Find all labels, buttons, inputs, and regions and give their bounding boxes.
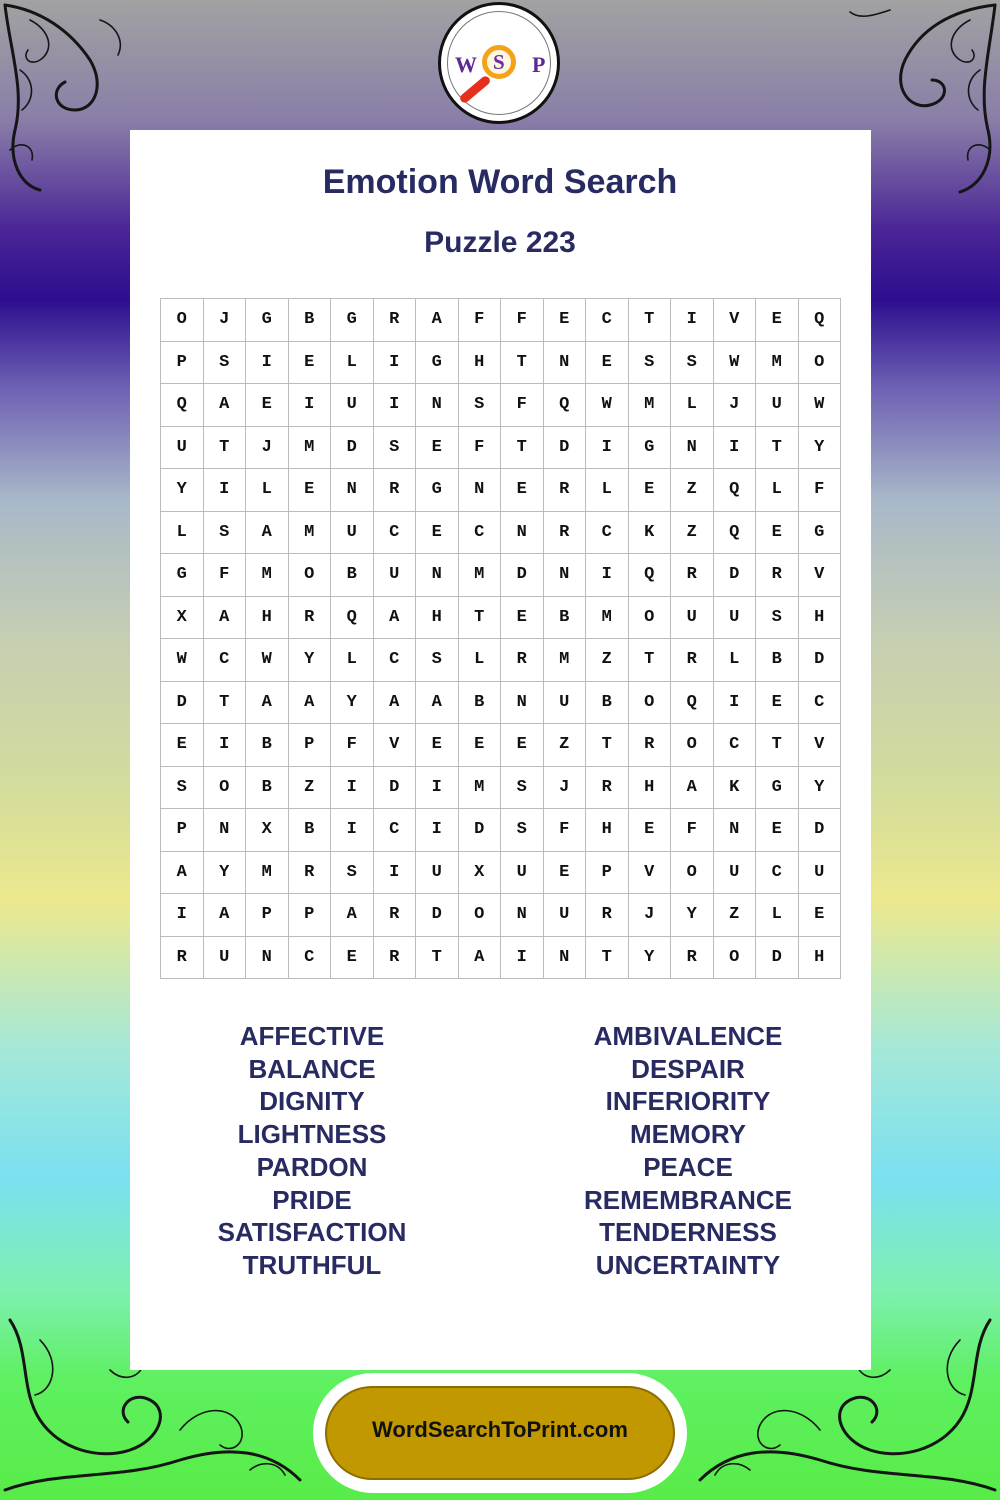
grid-cell[interactable]: Q: [714, 512, 757, 555]
grid-cell[interactable]: S: [756, 597, 799, 640]
grid-cell[interactable]: R: [374, 469, 417, 512]
grid-cell[interactable]: V: [629, 852, 672, 895]
grid-cell[interactable]: U: [331, 384, 374, 427]
grid-cell[interactable]: F: [459, 427, 502, 470]
grid-cell[interactable]: E: [629, 469, 672, 512]
grid-cell[interactable]: A: [374, 682, 417, 725]
grid-cell[interactable]: V: [714, 299, 757, 342]
grid-cell[interactable]: A: [161, 852, 204, 895]
grid-cell[interactable]: N: [671, 427, 714, 470]
puzzle-number: Puzzle 223: [424, 226, 576, 259]
grid-cell[interactable]: P: [246, 894, 289, 937]
grid-cell[interactable]: O: [204, 767, 247, 810]
grid-cell[interactable]: Y: [204, 852, 247, 895]
grid-cell[interactable]: A: [671, 767, 714, 810]
grid-cell[interactable]: Y: [671, 894, 714, 937]
grid-cell[interactable]: I: [714, 682, 757, 725]
grid-cell[interactable]: Z: [586, 639, 629, 682]
grid-cell[interactable]: F: [671, 809, 714, 852]
grid-cell[interactable]: O: [629, 682, 672, 725]
grid-cell[interactable]: R: [161, 937, 204, 980]
grid-cell[interactable]: S: [374, 427, 417, 470]
grid-cell[interactable]: C: [204, 639, 247, 682]
grid-cell[interactable]: E: [756, 682, 799, 725]
grid-cell[interactable]: O: [799, 342, 842, 385]
word-list-item: REMEMBRANCE: [584, 1184, 792, 1215]
grid-cell[interactable]: G: [756, 767, 799, 810]
word-list-item: TRUTHFUL: [242, 1249, 382, 1280]
grid-cell[interactable]: H: [416, 597, 459, 640]
grid-cell[interactable]: Q: [714, 469, 757, 512]
grid-cell[interactable]: Y: [629, 937, 672, 980]
grid-cell[interactable]: E: [756, 299, 799, 342]
grid-cell[interactable]: A: [204, 384, 247, 427]
grid-cell[interactable]: E: [629, 809, 672, 852]
grid-cell[interactable]: I: [374, 342, 417, 385]
grid-cell[interactable]: Z: [544, 724, 587, 767]
grid-cell[interactable]: U: [416, 852, 459, 895]
grid-cell[interactable]: D: [161, 682, 204, 725]
grid-cell[interactable]: T: [459, 597, 502, 640]
grid-cell[interactable]: N: [459, 469, 502, 512]
grid-cell[interactable]: L: [756, 469, 799, 512]
grid-cell[interactable]: P: [289, 894, 332, 937]
grid-cell[interactable]: D: [501, 554, 544, 597]
logo-letter-p: P: [532, 52, 546, 77]
grid-cell[interactable]: U: [671, 597, 714, 640]
grid-cell[interactable]: S: [501, 767, 544, 810]
grid-cell[interactable]: P: [161, 809, 204, 852]
grid-cell[interactable]: B: [246, 724, 289, 767]
grid-cell[interactable]: T: [586, 937, 629, 980]
grid-cell[interactable]: S: [629, 342, 672, 385]
grid-cell[interactable]: D: [374, 767, 417, 810]
grid-cell[interactable]: F: [501, 299, 544, 342]
grid-cell[interactable]: C: [374, 809, 417, 852]
grid-cell[interactable]: T: [416, 937, 459, 980]
grid-cell[interactable]: M: [459, 767, 502, 810]
grid-cell[interactable]: T: [204, 682, 247, 725]
grid-cell[interactable]: R: [289, 597, 332, 640]
grid-cell[interactable]: C: [459, 512, 502, 555]
grid-cell[interactable]: V: [799, 554, 842, 597]
grid-cell[interactable]: F: [459, 299, 502, 342]
grid-cell[interactable]: M: [289, 427, 332, 470]
grid-cell[interactable]: I: [289, 384, 332, 427]
grid-cell[interactable]: B: [289, 299, 332, 342]
grid-cell[interactable]: O: [629, 597, 672, 640]
grid-cell[interactable]: C: [799, 682, 842, 725]
grid-cell[interactable]: M: [246, 852, 289, 895]
grid-cell[interactable]: T: [756, 427, 799, 470]
grid-cell[interactable]: R: [374, 937, 417, 980]
grid-cell[interactable]: X: [246, 809, 289, 852]
logo-letter-w: W: [455, 52, 477, 77]
grid-cell[interactable]: X: [161, 597, 204, 640]
grid-cell[interactable]: C: [586, 512, 629, 555]
grid-cell[interactable]: O: [671, 724, 714, 767]
word-list-item: DIGNITY: [259, 1086, 365, 1117]
grid-cell[interactable]: N: [501, 682, 544, 725]
grid-cell[interactable]: U: [714, 597, 757, 640]
grid-cell[interactable]: T: [586, 724, 629, 767]
grid-cell[interactable]: L: [756, 894, 799, 937]
grid-cell[interactable]: L: [246, 469, 289, 512]
grid-cell[interactable]: P: [586, 852, 629, 895]
grid-cell[interactable]: E: [544, 852, 587, 895]
grid-cell[interactable]: X: [459, 852, 502, 895]
grid-cell[interactable]: R: [289, 852, 332, 895]
grid-cell[interactable]: R: [671, 639, 714, 682]
grid-cell[interactable]: E: [416, 512, 459, 555]
grid-cell[interactable]: G: [799, 512, 842, 555]
grid-cell[interactable]: L: [671, 384, 714, 427]
grid-cell[interactable]: D: [714, 554, 757, 597]
grid-cell[interactable]: T: [629, 299, 672, 342]
grid-cell[interactable]: Y: [289, 639, 332, 682]
grid-cell[interactable]: E: [586, 342, 629, 385]
grid-cell[interactable]: R: [374, 299, 417, 342]
grid-cell[interactable]: J: [629, 894, 672, 937]
grid-cell[interactable]: W: [714, 342, 757, 385]
grid-cell[interactable]: A: [204, 894, 247, 937]
grid-cell[interactable]: U: [756, 384, 799, 427]
word-list-item: DESPAIR: [631, 1053, 745, 1084]
grid-cell[interactable]: I: [671, 299, 714, 342]
grid-cell[interactable]: E: [501, 597, 544, 640]
grid-cell[interactable]: W: [799, 384, 842, 427]
grid-cell[interactable]: B: [246, 767, 289, 810]
grid-cell[interactable]: R: [756, 554, 799, 597]
grid-cell[interactable]: Z: [289, 767, 332, 810]
grid-cell[interactable]: I: [586, 427, 629, 470]
grid-cell[interactable]: H: [799, 937, 842, 980]
grid-cell[interactable]: L: [331, 639, 374, 682]
grid-cell[interactable]: J: [714, 384, 757, 427]
grid-cell[interactable]: N: [331, 469, 374, 512]
grid-cell[interactable]: G: [629, 427, 672, 470]
letter-grid: [160, 298, 841, 979]
logo-letter-s: S: [493, 50, 505, 74]
grid-cell[interactable]: E: [756, 512, 799, 555]
grid-cell[interactable]: Q: [799, 299, 842, 342]
grid-cell[interactable]: N: [246, 937, 289, 980]
grid-cell[interactable]: E: [416, 724, 459, 767]
word-list-item: PARDON: [256, 1151, 368, 1182]
grid-cell[interactable]: Q: [331, 597, 374, 640]
grid-cell[interactable]: I: [714, 427, 757, 470]
word-list-item: PEACE: [643, 1151, 733, 1182]
grid-cell[interactable]: M: [586, 597, 629, 640]
grid-cell[interactable]: A: [459, 937, 502, 980]
grid-cell[interactable]: B: [289, 809, 332, 852]
word-list-item: LIGHTNESS: [237, 1119, 387, 1150]
grid-cell[interactable]: H: [246, 597, 289, 640]
grid-cell[interactable]: I: [586, 554, 629, 597]
word-list-item: INFERIORITY: [605, 1086, 771, 1117]
grid-cell[interactable]: T: [756, 724, 799, 767]
grid-cell[interactable]: L: [161, 512, 204, 555]
grid-cell[interactable]: E: [331, 937, 374, 980]
grid-cell[interactable]: R: [671, 937, 714, 980]
grid-cell[interactable]: Q: [544, 384, 587, 427]
grid-cell[interactable]: N: [544, 342, 587, 385]
grid-cell[interactable]: Z: [671, 512, 714, 555]
word-list-item: BALANCE: [248, 1053, 376, 1084]
word-list-item: SATISFACTION: [217, 1217, 407, 1248]
word-list-item: UNCERTAINTY: [595, 1249, 781, 1280]
word-list-item: TENDERNESS: [599, 1217, 777, 1248]
grid-cell[interactable]: T: [501, 342, 544, 385]
grid-cell[interactable]: Z: [714, 894, 757, 937]
grid-cell[interactable]: S: [671, 342, 714, 385]
grid-cell[interactable]: Q: [671, 682, 714, 725]
grid-cell[interactable]: H: [459, 342, 502, 385]
grid-cell[interactable]: B: [544, 597, 587, 640]
grid-cell[interactable]: A: [416, 299, 459, 342]
grid-cell[interactable]: U: [799, 852, 842, 895]
grid-cell[interactable]: G: [416, 342, 459, 385]
grid-cell[interactable]: N: [714, 809, 757, 852]
grid-cell[interactable]: W: [586, 384, 629, 427]
grid-cell[interactable]: F: [204, 554, 247, 597]
grid-cell[interactable]: W: [161, 639, 204, 682]
grid-cell[interactable]: I: [331, 767, 374, 810]
grid-cell[interactable]: B: [459, 682, 502, 725]
grid-cell[interactable]: N: [544, 554, 587, 597]
grid-cell[interactable]: S: [416, 639, 459, 682]
grid-cell[interactable]: E: [799, 894, 842, 937]
grid-cell[interactable]: M: [544, 639, 587, 682]
word-list-right: [508, 1020, 868, 1282]
grid-cell[interactable]: U: [161, 427, 204, 470]
grid-cell[interactable]: C: [714, 724, 757, 767]
word-list-item: AMBIVALENCE: [593, 1021, 783, 1051]
grid-cell[interactable]: E: [289, 342, 332, 385]
grid-cell[interactable]: C: [374, 512, 417, 555]
grid-cell[interactable]: I: [204, 469, 247, 512]
grid-cell[interactable]: L: [714, 639, 757, 682]
grid-cell[interactable]: H: [629, 767, 672, 810]
grid-cell[interactable]: Y: [331, 682, 374, 725]
grid-cell[interactable]: E: [756, 809, 799, 852]
word-list-item: PRIDE: [272, 1184, 352, 1215]
grid-cell[interactable]: I: [501, 937, 544, 980]
grid-cell[interactable]: D: [416, 894, 459, 937]
grid-cell[interactable]: E: [416, 427, 459, 470]
grid-cell[interactable]: A: [331, 894, 374, 937]
grid-cell[interactable]: A: [246, 682, 289, 725]
grid-cell[interactable]: E: [246, 384, 289, 427]
grid-cell[interactable]: U: [544, 682, 587, 725]
grid-cell[interactable]: C: [586, 299, 629, 342]
grid-cell[interactable]: D: [331, 427, 374, 470]
grid-cell[interactable]: H: [799, 597, 842, 640]
grid-cell[interactable]: W: [246, 639, 289, 682]
grid-cell[interactable]: L: [331, 342, 374, 385]
grid-cell[interactable]: G: [331, 299, 374, 342]
grid-cell[interactable]: S: [161, 767, 204, 810]
grid-cell[interactable]: N: [204, 809, 247, 852]
grid-cell[interactable]: R: [544, 512, 587, 555]
grid-cell[interactable]: D: [459, 809, 502, 852]
grid-cell[interactable]: U: [714, 852, 757, 895]
word-list-left: [132, 1020, 492, 1282]
grid-cell[interactable]: N: [501, 894, 544, 937]
grid-cell[interactable]: G: [246, 299, 289, 342]
grid-cell[interactable]: R: [501, 639, 544, 682]
grid-cell[interactable]: E: [161, 724, 204, 767]
grid-cell[interactable]: L: [459, 639, 502, 682]
grid-cell[interactable]: R: [671, 554, 714, 597]
grid-cell[interactable]: Y: [799, 767, 842, 810]
grid-cell[interactable]: U: [374, 554, 417, 597]
grid-cell[interactable]: A: [416, 682, 459, 725]
grid-cell[interactable]: O: [161, 299, 204, 342]
grid-cell[interactable]: N: [544, 937, 587, 980]
grid-cell[interactable]: I: [331, 809, 374, 852]
grid-cell[interactable]: B: [586, 682, 629, 725]
grid-cell[interactable]: S: [204, 342, 247, 385]
grid-cell[interactable]: Y: [161, 469, 204, 512]
grid-cell[interactable]: A: [289, 682, 332, 725]
grid-cell[interactable]: O: [671, 852, 714, 895]
grid-cell[interactable]: F: [544, 809, 587, 852]
grid-cell[interactable]: R: [629, 724, 672, 767]
grid-cell[interactable]: M: [289, 512, 332, 555]
grid-cell[interactable]: V: [374, 724, 417, 767]
page-title: Emotion Word Search: [322, 163, 678, 201]
grid-cell[interactable]: B: [331, 554, 374, 597]
grid-cell[interactable]: A: [204, 597, 247, 640]
grid-cell[interactable]: F: [501, 384, 544, 427]
grid-cell[interactable]: M: [246, 554, 289, 597]
grid-cell[interactable]: O: [459, 894, 502, 937]
grid-cell[interactable]: J: [544, 767, 587, 810]
grid-cell[interactable]: I: [204, 724, 247, 767]
grid-cell[interactable]: D: [544, 427, 587, 470]
grid-cell[interactable]: U: [331, 512, 374, 555]
grid-cell[interactable]: M: [629, 384, 672, 427]
grid-cell[interactable]: Q: [629, 554, 672, 597]
grid-cell[interactable]: U: [204, 937, 247, 980]
grid-cell[interactable]: R: [586, 767, 629, 810]
grid-cell[interactable]: A: [246, 512, 289, 555]
grid-cell[interactable]: C: [374, 639, 417, 682]
word-list-item: MEMORY: [629, 1119, 747, 1150]
grid-cell[interactable]: U: [544, 894, 587, 937]
grid-cell[interactable]: E: [501, 724, 544, 767]
grid-cell[interactable]: R: [586, 894, 629, 937]
grid-cell[interactable]: T: [204, 427, 247, 470]
grid-cell[interactable]: P: [289, 724, 332, 767]
grid-cell[interactable]: F: [799, 469, 842, 512]
grid-cell[interactable]: C: [289, 937, 332, 980]
grid-cell[interactable]: L: [586, 469, 629, 512]
grid-cell[interactable]: U: [501, 852, 544, 895]
grid-cell[interactable]: I: [161, 894, 204, 937]
grid-cell[interactable]: A: [374, 597, 417, 640]
footer-link[interactable]: WordSearchToPrint.com: [372, 1417, 628, 1442]
grid-cell[interactable]: J: [204, 299, 247, 342]
grid-cell[interactable]: Z: [671, 469, 714, 512]
grid-cell[interactable]: J: [246, 427, 289, 470]
word-list-item: AFFECTIVE: [239, 1021, 385, 1051]
grid-cell[interactable]: S: [331, 852, 374, 895]
grid-cell[interactable]: P: [161, 342, 204, 385]
grid-cell[interactable]: I: [374, 852, 417, 895]
grid-cell[interactable]: V: [799, 724, 842, 767]
grid-cell[interactable]: Q: [161, 384, 204, 427]
grid-cell[interactable]: O: [714, 937, 757, 980]
grid-cell[interactable]: I: [416, 809, 459, 852]
grid-cell[interactable]: B: [756, 639, 799, 682]
grid-cell[interactable]: N: [416, 554, 459, 597]
grid-cell[interactable]: E: [501, 469, 544, 512]
grid-cell[interactable]: M: [459, 554, 502, 597]
grid-cell[interactable]: C: [756, 852, 799, 895]
grid-cell[interactable]: E: [459, 724, 502, 767]
grid-cell[interactable]: S: [501, 809, 544, 852]
grid-cell[interactable]: O: [289, 554, 332, 597]
grid-cell[interactable]: M: [756, 342, 799, 385]
grid-cell[interactable]: D: [756, 937, 799, 980]
grid-cell[interactable]: T: [501, 427, 544, 470]
grid-cell[interactable]: G: [416, 469, 459, 512]
grid-cell[interactable]: H: [586, 809, 629, 852]
grid-cell[interactable]: D: [799, 639, 842, 682]
grid-cell[interactable]: K: [629, 512, 672, 555]
grid-cell[interactable]: E: [289, 469, 332, 512]
grid-cell[interactable]: I: [246, 342, 289, 385]
site-logo: [438, 2, 560, 124]
grid-cell[interactable]: I: [416, 767, 459, 810]
grid-cell[interactable]: G: [161, 554, 204, 597]
grid-cell[interactable]: E: [544, 299, 587, 342]
grid-cell[interactable]: Y: [799, 427, 842, 470]
grid-cell[interactable]: F: [331, 724, 374, 767]
grid-cell[interactable]: S: [459, 384, 502, 427]
grid-cell[interactable]: R: [544, 469, 587, 512]
grid-cell[interactable]: N: [501, 512, 544, 555]
grid-cell[interactable]: R: [374, 894, 417, 937]
grid-cell[interactable]: D: [799, 809, 842, 852]
grid-cell[interactable]: I: [374, 384, 417, 427]
grid-cell[interactable]: N: [416, 384, 459, 427]
grid-cell[interactable]: S: [204, 512, 247, 555]
grid-cell[interactable]: T: [629, 639, 672, 682]
grid-cell[interactable]: K: [714, 767, 757, 810]
